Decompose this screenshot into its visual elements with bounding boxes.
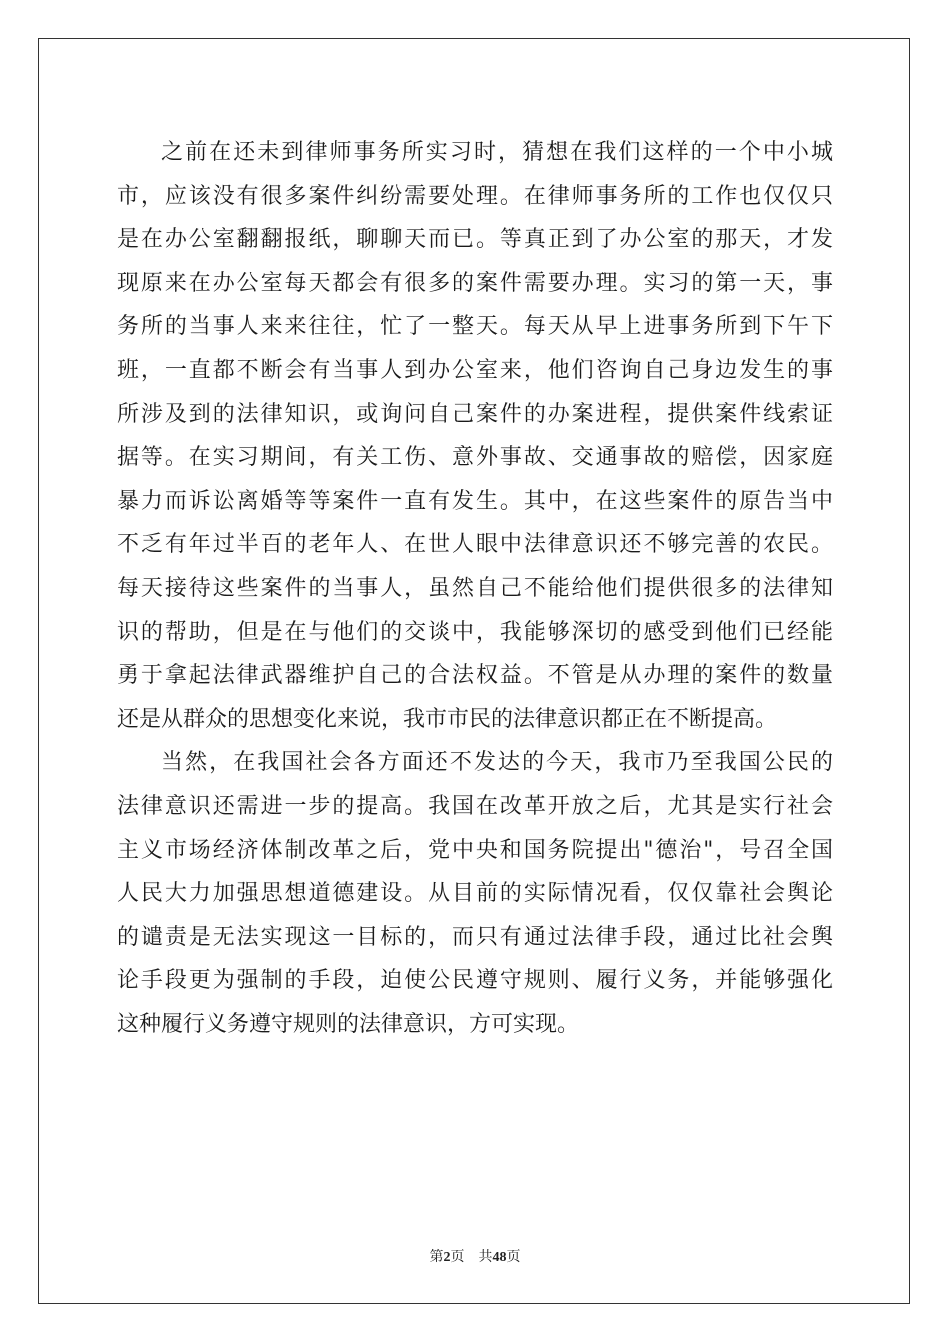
text-line: 这种履行义务遵守规则的法律意识，方可实现。	[117, 1011, 580, 1037]
current-page-number: 2	[443, 1250, 451, 1265]
text-line: 现原来在办公室每天都会有很多的案件需要办理。实习的第一天，事	[117, 270, 833, 296]
text-line: 所涉及到的法律知识，或询问自己案件的办案进程，提供案件线索证	[117, 401, 833, 427]
text-line: 市，应该没有很多案件纠纷需要处理。在律师事务所的工作也仅仅只	[117, 183, 833, 209]
text-line: 暴力而诉讼离婚等等案件一直有发生。其中，在这些案件的原告当中	[117, 488, 833, 514]
text-line: 不乏有年过半百的老年人、在世人眼中法律意识还不够完善的农民。	[117, 532, 833, 558]
footer-total-prefix: 共	[478, 1250, 493, 1265]
text-line: 人民大力加强思想道德建设。从目前的实际情况看，仅仅靠社会舆论	[117, 881, 833, 907]
text-line: 识的帮助，但是在与他们的交谈中，我能够深切的感受到他们已经能	[117, 619, 833, 645]
footer-page-suffix: 页	[450, 1250, 465, 1265]
text-line: 法律意识还需进一步的提高。我国在改革开放之后，尤其是实行社会	[117, 793, 833, 819]
text-line: 是在办公室翻翻报纸，聊聊天而已。等真正到了办公室的那天，才发	[117, 227, 833, 253]
document-body	[117, 131, 833, 1046]
text-line: 论手段更为强制的手段，迫使公民遵守规则、履行义务，并能够强化	[117, 968, 833, 994]
text-line: 每天接待这些案件的当事人，虽然自己不能给他们提供很多的法律知	[117, 575, 833, 601]
text-line: 当然，在我国社会各方面还不发达的今天，我市乃至我国公民的	[161, 750, 833, 776]
total-page-count: 48	[492, 1250, 507, 1265]
footer-prefix: 第	[429, 1250, 444, 1265]
text-line: 班，一直都不断会有当事人到办公室来，他们咨询自己身边发生的事	[117, 357, 833, 383]
text-line: 还是从群众的思想变化来说，我市市民的法律意识都正在不断提高。	[117, 706, 778, 732]
text-line: 务所的当事人来来往往，忙了一整天。每天从早上进事务所到下午下	[117, 314, 833, 340]
text-line: 主义市场经济体制改革之后，党中央和国务院提出"德治"，号召全国	[117, 837, 833, 863]
text-line: 勇于拿起法律武器维护自己的合法权益。不管是从办理的案件的数量	[117, 663, 833, 689]
text-line: 据等。在实习期间，有关工伤、意外事故、交通事故的赔偿，因家庭	[117, 445, 833, 471]
text-line: 的谴责是无法实现这一目标的，而只有通过法律手段，通过比社会舆	[117, 924, 833, 950]
text-line: 之前在还未到律师事务所实习时，猜想在我们这样的一个中小城	[161, 140, 833, 165]
footer-total-suffix: 页	[506, 1250, 521, 1265]
page-footer	[0, 1246, 950, 1266]
